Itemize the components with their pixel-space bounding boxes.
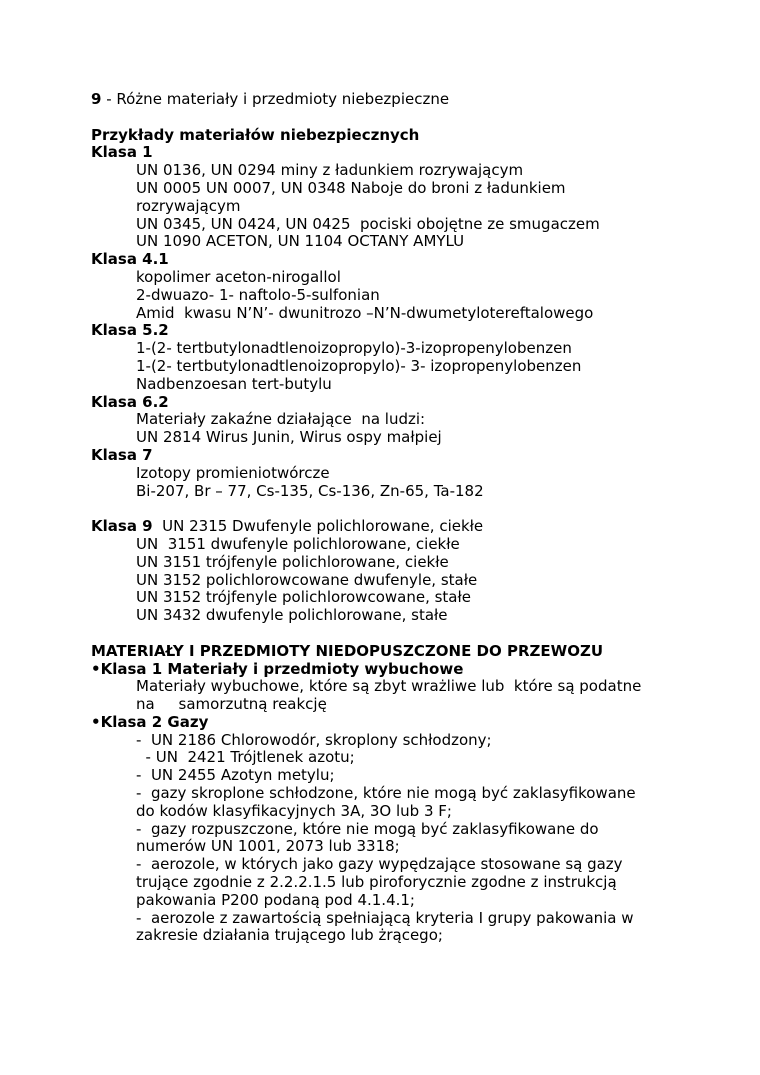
class-line: UN 1090 ACETON, UN 1104 OCTANY AMYLU — [136, 232, 465, 251]
examples-title: Przykłady materiałów niebezpiecznych — [91, 125, 420, 144]
forbidden-line: - aerozole z zawartością spełniającą kryteria I grupy pakowania w — [136, 908, 634, 927]
forbidden-line: numerów UN 1001, 2073 lub 3318; — [136, 837, 400, 856]
class-line: UN 3152 trójfenyle polichlorowcowane, stałe — [136, 588, 471, 607]
class-line: UN 2315 Dwufenyle polichlorowane, ciekłe — [152, 517, 484, 536]
class-line: rozrywającym — [136, 196, 241, 215]
forbidden-class-label: • Klasa 1 Materiały i przedmioty wybuchowe — [91, 661, 691, 679]
class-line: UN 0345, UN 0424, UN 0425 pociski obojętne ze smugaczem — [136, 214, 600, 233]
forbidden-line: - gazy skroplone schłodzone, które nie mogą być zaklasyfikowane — [136, 784, 636, 803]
section-number: 9 — [91, 90, 102, 108]
class-line: Amid kwasu N’N’- dwunitrozo –N’N-dwumetylotereftalowego — [136, 303, 594, 322]
class-line: Izotopy promieniotwórcze — [136, 463, 330, 482]
class-label: Klasa 9 — [91, 517, 153, 536]
document-page — [91, 91, 691, 945]
class-label: Klasa 6.2 — [91, 392, 169, 411]
class-line: UN 3432 dwufenyle polichlorowane, stałe — [136, 606, 448, 625]
forbidden-title: MATERIAŁY I PRZEDMIOTY NIEDOPUSZCZONE DO PRZEWOZU — [91, 641, 604, 660]
forbidden-line: - aerozole, w których jako gazy wypędzające stosowane są gazy — [136, 855, 623, 874]
class-label: Klasa 1 — [91, 143, 153, 162]
forbidden-line: trujące zgodnie z 2.2.2.1.5 lub piroforycznie zgodne z instrukcją — [136, 873, 617, 892]
section-heading — [91, 91, 691, 109]
forbidden-line: na samorzutną reakcję — [136, 695, 327, 714]
class-line: UN 3152 polichlorowcowane dwufenyle, stałe — [136, 570, 478, 589]
section-title: - Różne materiały i przedmioty niebezpieczne — [101, 90, 450, 108]
class-line: UN 0005 UN 0007, UN 0348 Naboje do broni z ładunkiem — [136, 178, 566, 197]
class-label: Klasa 4.1 — [91, 250, 169, 269]
class-line: UN 0136, UN 0294 miny z ładunkiem rozrywającym — [136, 161, 524, 180]
forbidden-line: do kodów klasyfikacyjnych 3A, 3O lub 3 F; — [136, 801, 452, 820]
class-line: 1-(2- tertbutylonadtlenoizopropylo)-3-izopropenylobenzen — [136, 339, 572, 358]
class-label: Klasa 5.2 — [91, 321, 169, 340]
forbidden-line: - UN 2186 Chlorowodór, skroplony schłodzony; — [136, 730, 492, 749]
forbidden-line: - gazy rozpuszczone, które nie mogą być zaklasyfikowane do — [136, 819, 599, 838]
class-label: Klasa 7 — [91, 445, 153, 464]
forbidden-line: Materiały wybuchowe, które są zbyt wrażliwe lub które są podatne — [136, 677, 642, 696]
forbidden-class-label: • Klasa 2 Gazy — [91, 714, 691, 732]
class9-row — [91, 518, 691, 536]
forbidden-line: - UN 2421 Trójtlenek azotu; — [136, 748, 355, 767]
class-line: Materiały zakaźne działające na ludzi: — [136, 410, 426, 429]
class-line: UN 3151 dwufenyle polichlorowane, ciekłe — [136, 534, 460, 553]
class-line: Bi-207, Br – 77, Cs-135, Cs-136, Zn-65, Ta-182 — [136, 481, 484, 500]
forbidden-line: pakowania P200 podaną pod 4.1.4.1; — [136, 890, 415, 909]
forbidden-line: - UN 2455 Azotyn metylu; — [136, 766, 335, 785]
class-line: UN 3151 trójfenyle polichlorowane, ciekłe — [136, 552, 449, 571]
forbidden-line: zakresie działania trującego lub żrącego; — [136, 926, 443, 945]
class-line: UN 2814 Wirus Junin, Wirus ospy małpiej — [136, 428, 442, 447]
class-line: Nadbenzoesan tert-butylu — [136, 374, 332, 393]
class-line: 1-(2- tertbutylonadtlenoizopropylo)- 3- izopropenylobenzen — [136, 356, 582, 375]
class-line: kopolimer aceton-nirogallol — [136, 267, 341, 286]
class-line: 2-dwuazo- 1- naftolo-5-sulfonian — [136, 285, 380, 304]
